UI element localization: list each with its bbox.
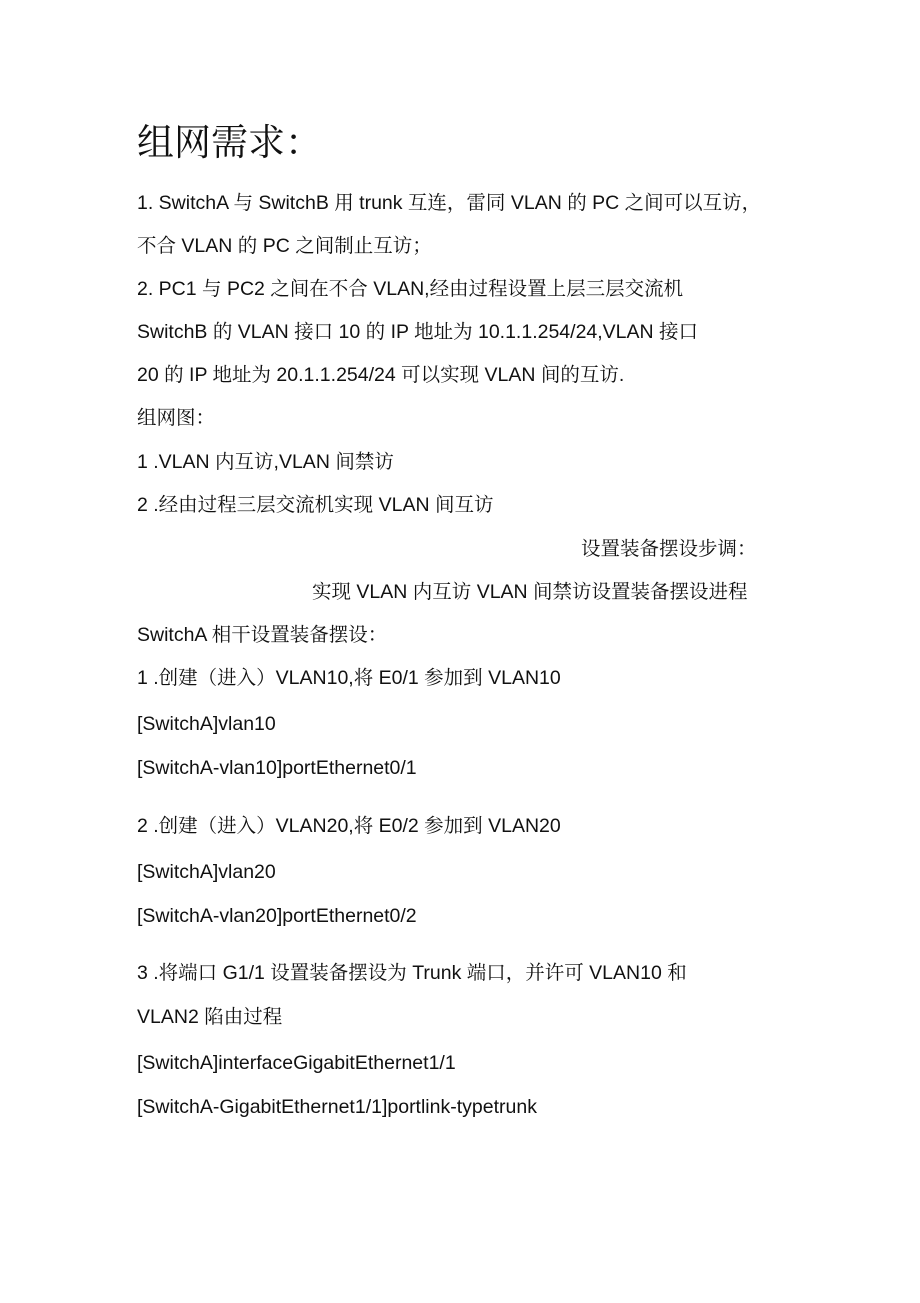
config-steps-heading: 设置装备摆设步调： — [581, 538, 757, 560]
switcha-config-heading: SwitchA 相干设置装备摆设： — [137, 624, 388, 646]
requirement-2-line-1: 2. PC1 与 PC2 之间在不合 VLAN,经由过程设置上层三层交流机 — [137, 278, 684, 300]
step-1-description: 1 .创建（进入）VLAN10,将 E0/1 参加到 VLAN10 — [137, 667, 561, 689]
command-line: [SwitchA-GigabitEthernet1/1]portlink-typetrunk — [137, 1096, 537, 1118]
step-2-description: 2 .创建（进入）VLAN20,将 E0/2 参加到 VLAN20 — [137, 815, 561, 837]
command-line: [SwitchA]interfaceGigabitEthernet1/1 — [137, 1052, 456, 1074]
requirement-1-line-2: 不合 VLAN 的 PC 之间制止互访； — [137, 235, 432, 257]
command-line: [SwitchA]vlan20 — [137, 861, 276, 883]
requirement-2-line-2: SwitchB 的 VLAN 接口 10 的 IP 地址为 10.1.1.254/24,VLAN 接口 — [137, 321, 699, 343]
topology-item-2: 2 .经由过程三层交流机实现 VLAN 间互访 — [137, 494, 494, 516]
step-3-description-line-2: VLAN2 陷由过程 — [137, 1006, 283, 1028]
requirement-2-line-3: 20 的 IP 地址为 20.1.1.254/24 可以实现 VLAN 间的互访. — [137, 364, 625, 386]
topology-heading: 组网图： — [137, 407, 216, 429]
topology-item-1: 1 .VLAN 内互访,VLAN 间禁访 — [137, 451, 394, 473]
step-3-description-line-1: 3 .将端口 G1/1 设置装备摆设为 Trunk 端口，并许可 VLAN10 和 — [137, 962, 687, 984]
page-title: 组网需求： — [137, 122, 322, 163]
command-line: [SwitchA-vlan20]portEthernet0/2 — [137, 905, 417, 927]
config-process-heading: 实现 VLAN 内互访 VLAN 间禁访设置装备摆设进程 — [312, 581, 748, 603]
command-line: [SwitchA-vlan10]portEthernet0/1 — [137, 757, 417, 779]
requirement-1-line-1: 1. SwitchA 与 SwitchB 用 trunk 互连，雷同 VLAN 的 PC 之间可以互访， — [137, 192, 762, 214]
command-line: [SwitchA]vlan10 — [137, 713, 276, 735]
